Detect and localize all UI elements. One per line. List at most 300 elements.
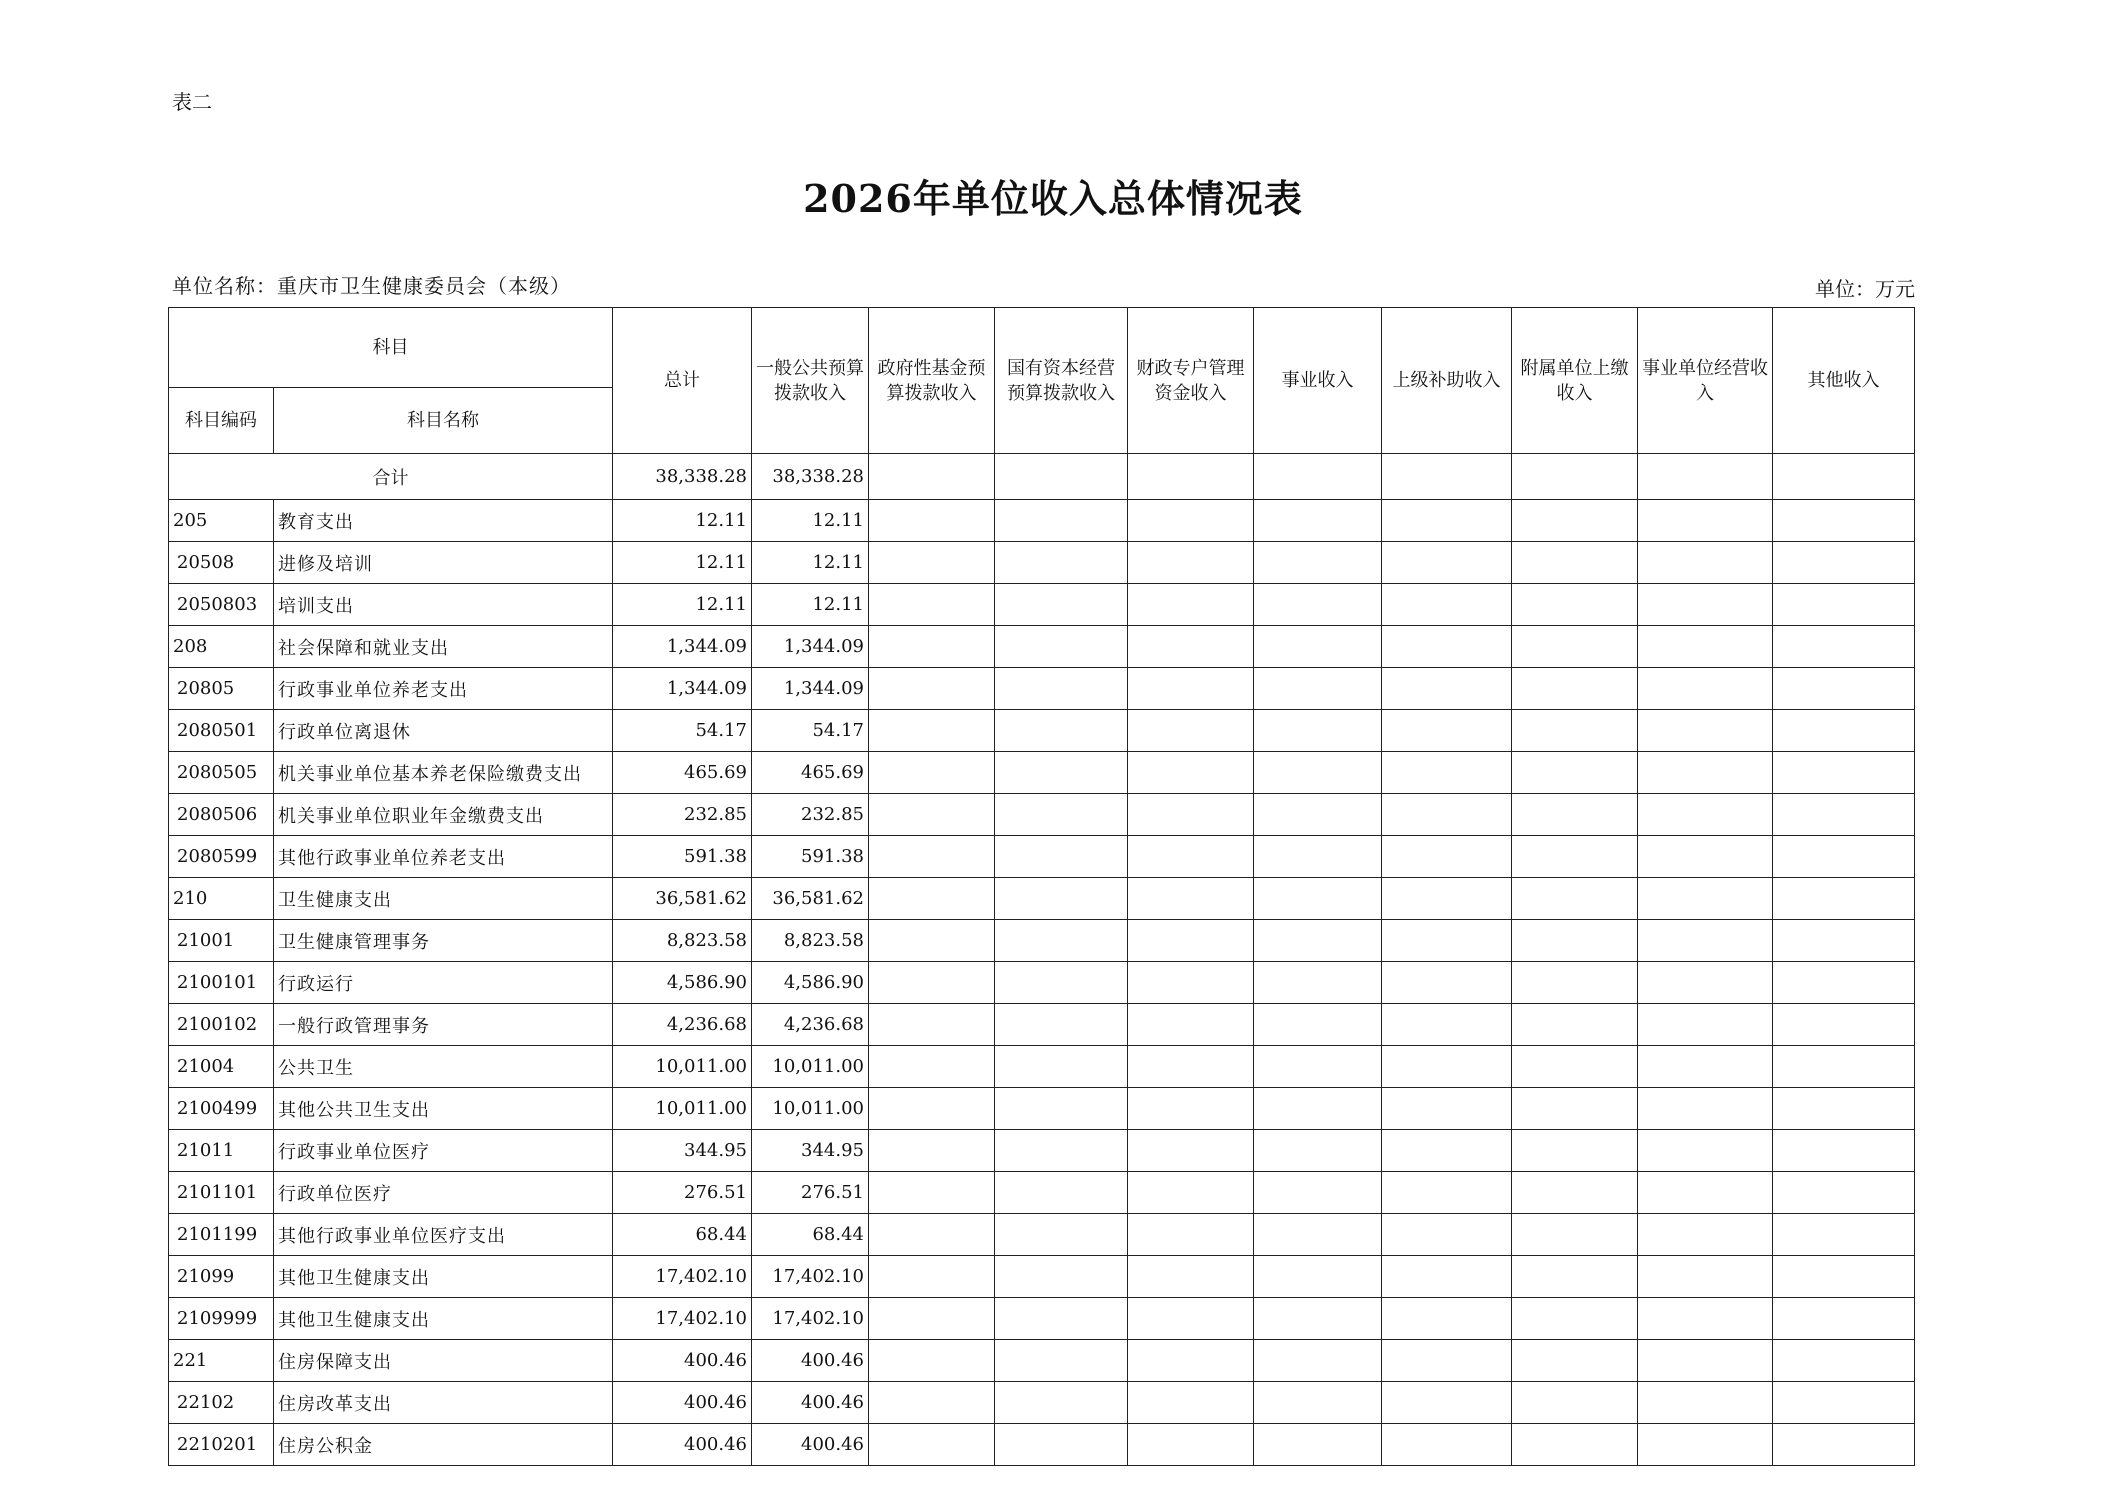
subject-code: 21001	[169, 920, 274, 962]
total-value	[1512, 454, 1638, 500]
amount-cell	[1128, 1298, 1254, 1340]
amount-cell	[1128, 1088, 1254, 1130]
amount-cell	[1128, 1382, 1254, 1424]
amount-cell	[1254, 878, 1382, 920]
subject-code: 20805	[169, 668, 274, 710]
amount-cell	[1773, 1382, 1915, 1424]
subject-code: 22102	[169, 1382, 274, 1424]
subject-code: 2100101	[169, 962, 274, 1004]
amount-cell	[1254, 1340, 1382, 1382]
amount-cell	[1254, 1004, 1382, 1046]
amount-cell: 400.46	[752, 1340, 869, 1382]
subject-name: 教育支出	[274, 500, 613, 542]
amount-cell	[1512, 1130, 1638, 1172]
amount-cell	[869, 1256, 995, 1298]
amount-cell	[1512, 1340, 1638, 1382]
amount-cell: 400.46	[613, 1424, 752, 1466]
amount-cell	[1512, 1088, 1638, 1130]
amount-cell	[1773, 1340, 1915, 1382]
amount-cell: 36,581.62	[613, 878, 752, 920]
amount-cell: 465.69	[613, 752, 752, 794]
header-name: 科目名称	[274, 388, 613, 454]
amount-cell	[1382, 1088, 1512, 1130]
amount-cell	[1512, 626, 1638, 668]
amount-cell	[1638, 1340, 1773, 1382]
amount-cell	[1638, 1214, 1773, 1256]
total-row	[169, 454, 1915, 500]
amount-cell	[1638, 752, 1773, 794]
amount-cell	[1128, 1256, 1254, 1298]
amount-cell: 4,586.90	[613, 962, 752, 1004]
amount-cell: 54.17	[613, 710, 752, 752]
amount-cell: 344.95	[752, 1130, 869, 1172]
table-row	[169, 1214, 1915, 1256]
subject-code: 21099	[169, 1256, 274, 1298]
amount-cell	[1638, 500, 1773, 542]
amount-cell	[1382, 920, 1512, 962]
amount-cell: 4,236.68	[752, 1004, 869, 1046]
amount-cell	[1254, 1172, 1382, 1214]
amount-cell	[1382, 1256, 1512, 1298]
header-affiliated-remit: 附属单位上缴收入	[1512, 308, 1638, 454]
subject-code: 20508	[169, 542, 274, 584]
amount-cell	[1128, 1172, 1254, 1214]
amount-cell	[869, 1214, 995, 1256]
amount-cell	[995, 584, 1128, 626]
amount-cell: 17,402.10	[613, 1298, 752, 1340]
amount-cell	[1128, 584, 1254, 626]
amount-cell	[995, 542, 1128, 584]
amount-cell	[995, 1424, 1128, 1466]
amount-cell	[1773, 1046, 1915, 1088]
amount-cell	[1512, 542, 1638, 584]
header-fiscal-special: 财政专户管理资金收入	[1128, 308, 1254, 454]
amount-cell	[1773, 626, 1915, 668]
amount-cell: 591.38	[752, 836, 869, 878]
amount-cell: 591.38	[613, 836, 752, 878]
subject-code: 21004	[169, 1046, 274, 1088]
amount-cell	[1382, 1172, 1512, 1214]
amount-cell	[869, 1340, 995, 1382]
amount-cell	[1254, 1382, 1382, 1424]
amount-cell	[1254, 836, 1382, 878]
amount-cell: 232.85	[752, 794, 869, 836]
amount-cell	[1382, 710, 1512, 752]
amount-cell: 232.85	[613, 794, 752, 836]
subject-code: 2101101	[169, 1172, 274, 1214]
amount-cell	[1254, 1046, 1382, 1088]
amount-cell	[1382, 1340, 1512, 1382]
amount-cell	[1254, 500, 1382, 542]
total-value: 38,338.28	[613, 454, 752, 500]
amount-cell	[1382, 542, 1512, 584]
amount-cell	[1128, 1004, 1254, 1046]
amount-cell	[1773, 1004, 1915, 1046]
table-row	[169, 1004, 1915, 1046]
amount-cell	[869, 920, 995, 962]
header-gov-fund: 政府性基金预算拨款收入	[869, 308, 995, 454]
amount-cell	[869, 836, 995, 878]
amount-cell	[1254, 542, 1382, 584]
amount-cell	[1128, 668, 1254, 710]
table-row	[169, 584, 1915, 626]
amount-cell	[1638, 1256, 1773, 1298]
amount-cell	[995, 962, 1128, 1004]
amount-cell	[1128, 1340, 1254, 1382]
amount-cell	[1382, 962, 1512, 1004]
total-value	[1254, 454, 1382, 500]
amount-cell	[869, 1088, 995, 1130]
amount-cell	[995, 1298, 1128, 1340]
amount-cell	[1254, 1214, 1382, 1256]
amount-cell	[1773, 1088, 1915, 1130]
amount-cell	[1382, 878, 1512, 920]
amount-cell	[1773, 668, 1915, 710]
amount-cell: 4,586.90	[752, 962, 869, 1004]
table-row	[169, 1130, 1915, 1172]
amount-cell	[1512, 1298, 1638, 1340]
subject-name: 一般行政管理事务	[274, 1004, 613, 1046]
amount-cell	[1128, 1046, 1254, 1088]
amount-cell	[1512, 794, 1638, 836]
amount-cell	[1512, 1004, 1638, 1046]
amount-cell	[1773, 1214, 1915, 1256]
amount-cell: 10,011.00	[613, 1046, 752, 1088]
total-value	[1773, 454, 1915, 500]
table-row	[169, 668, 1915, 710]
amount-cell: 12.11	[752, 500, 869, 542]
amount-cell	[1638, 1046, 1773, 1088]
subject-code: 208	[169, 626, 274, 668]
amount-cell	[1638, 836, 1773, 878]
amount-cell	[1512, 710, 1638, 752]
amount-cell	[869, 1424, 995, 1466]
amount-cell	[869, 626, 995, 668]
amount-cell	[995, 1382, 1128, 1424]
table-row	[169, 710, 1915, 752]
amount-cell: 10,011.00	[752, 1088, 869, 1130]
amount-cell	[995, 710, 1128, 752]
total-value	[869, 454, 995, 500]
amount-cell	[1773, 1298, 1915, 1340]
subject-name: 机关事业单位职业年金缴费支出	[274, 794, 613, 836]
amount-cell	[1773, 752, 1915, 794]
amount-cell: 400.46	[613, 1340, 752, 1382]
table-body	[169, 454, 1915, 1466]
amount-cell	[1254, 1088, 1382, 1130]
subject-code: 221	[169, 1340, 274, 1382]
amount-cell	[1382, 836, 1512, 878]
amount-cell: 12.11	[613, 542, 752, 584]
amount-cell	[1254, 1256, 1382, 1298]
amount-cell	[869, 1046, 995, 1088]
amount-cell	[1382, 1046, 1512, 1088]
table-row	[169, 1172, 1915, 1214]
amount-cell: 68.44	[752, 1214, 869, 1256]
amount-cell	[869, 710, 995, 752]
amount-cell	[995, 1340, 1128, 1382]
amount-cell	[1254, 1130, 1382, 1172]
table-row	[169, 752, 1915, 794]
subject-name: 进修及培训	[274, 542, 613, 584]
subject-name: 行政单位离退休	[274, 710, 613, 752]
amount-cell	[1512, 1172, 1638, 1214]
amount-cell	[1773, 1256, 1915, 1298]
amount-cell	[1638, 1088, 1773, 1130]
table-row	[169, 1298, 1915, 1340]
amount-cell	[1638, 1424, 1773, 1466]
amount-cell	[869, 542, 995, 584]
subject-code: 2101199	[169, 1214, 274, 1256]
subject-name: 行政运行	[274, 962, 613, 1004]
amount-cell	[1382, 626, 1512, 668]
amount-cell	[1512, 1382, 1638, 1424]
amount-cell	[1382, 1130, 1512, 1172]
amount-cell	[1254, 584, 1382, 626]
subject-name: 其他卫生健康支出	[274, 1256, 613, 1298]
amount-cell	[1512, 962, 1638, 1004]
amount-cell	[1128, 1424, 1254, 1466]
subject-code: 2080506	[169, 794, 274, 836]
amount-cell	[995, 920, 1128, 962]
subject-code: 2080501	[169, 710, 274, 752]
subject-code: 205	[169, 500, 274, 542]
header-state-capital: 国有资本经营预算拨款收入	[995, 308, 1128, 454]
amount-cell: 12.11	[613, 500, 752, 542]
table-row	[169, 626, 1915, 668]
amount-cell	[995, 752, 1128, 794]
amount-cell: 8,823.58	[613, 920, 752, 962]
subject-name: 其他公共卫生支出	[274, 1088, 613, 1130]
amount-cell	[995, 1130, 1128, 1172]
subject-name: 卫生健康管理事务	[274, 920, 613, 962]
amount-cell	[1638, 668, 1773, 710]
header-total: 总计	[613, 308, 752, 454]
table-row	[169, 878, 1915, 920]
amount-cell	[1382, 1382, 1512, 1424]
amount-cell: 465.69	[752, 752, 869, 794]
amount-cell	[1382, 584, 1512, 626]
amount-cell	[1512, 878, 1638, 920]
amount-cell	[869, 1004, 995, 1046]
table-row	[169, 1256, 1915, 1298]
amount-cell: 4,236.68	[613, 1004, 752, 1046]
amount-cell	[995, 1046, 1128, 1088]
amount-cell	[1773, 1172, 1915, 1214]
amount-cell	[1254, 1298, 1382, 1340]
amount-cell	[1128, 794, 1254, 836]
amount-cell	[1128, 752, 1254, 794]
subject-code: 2109999	[169, 1298, 274, 1340]
amount-cell: 400.46	[752, 1424, 869, 1466]
total-value	[1128, 454, 1254, 500]
amount-cell	[1773, 710, 1915, 752]
amount-cell	[1382, 668, 1512, 710]
amount-cell	[1773, 836, 1915, 878]
total-value	[1382, 454, 1512, 500]
amount-cell: 276.51	[752, 1172, 869, 1214]
amount-cell: 276.51	[613, 1172, 752, 1214]
table-row	[169, 962, 1915, 1004]
amount-cell	[1773, 962, 1915, 1004]
subject-code: 2210201	[169, 1424, 274, 1466]
amount-cell	[1638, 878, 1773, 920]
amount-cell	[869, 1172, 995, 1214]
amount-cell	[1254, 626, 1382, 668]
header-superior-subsidy: 上级补助收入	[1382, 308, 1512, 454]
subject-name: 机关事业单位基本养老保险缴费支出	[274, 752, 613, 794]
amount-cell	[1382, 1424, 1512, 1466]
amount-cell: 10,011.00	[752, 1046, 869, 1088]
amount-cell	[1773, 1424, 1915, 1466]
amount-cell	[995, 626, 1128, 668]
amount-cell	[1512, 920, 1638, 962]
amount-cell	[869, 1382, 995, 1424]
amount-cell	[869, 584, 995, 626]
table-row	[169, 1046, 1915, 1088]
amount-cell: 17,402.10	[613, 1256, 752, 1298]
amount-cell	[1512, 752, 1638, 794]
amount-cell	[1773, 794, 1915, 836]
amount-cell	[1512, 500, 1638, 542]
subject-code: 210	[169, 878, 274, 920]
income-table	[168, 307, 1915, 1466]
amount-cell	[1638, 710, 1773, 752]
amount-cell	[1638, 542, 1773, 584]
amount-cell	[995, 794, 1128, 836]
table-row	[169, 542, 1915, 584]
page-title: 2026年单位收入总体情况表	[803, 176, 1303, 221]
amount-cell: 12.11	[613, 584, 752, 626]
amount-cell	[869, 668, 995, 710]
amount-cell	[1512, 1214, 1638, 1256]
subject-name: 其他卫生健康支出	[274, 1298, 613, 1340]
amount-cell	[1128, 920, 1254, 962]
unit-label: 单位：万元	[1815, 277, 1915, 301]
amount-cell	[1638, 584, 1773, 626]
amount-cell	[869, 878, 995, 920]
amount-cell	[995, 878, 1128, 920]
amount-cell: 1,344.09	[613, 626, 752, 668]
amount-cell	[1128, 1130, 1254, 1172]
amount-cell	[1382, 1298, 1512, 1340]
subject-code: 2080599	[169, 836, 274, 878]
amount-cell	[1773, 584, 1915, 626]
subject-name: 卫生健康支出	[274, 878, 613, 920]
amount-cell	[1128, 878, 1254, 920]
header-other-income: 其他收入	[1773, 308, 1915, 454]
amount-cell	[1773, 920, 1915, 962]
amount-cell	[995, 836, 1128, 878]
amount-cell: 12.11	[752, 542, 869, 584]
amount-cell	[995, 668, 1128, 710]
amount-cell	[1638, 1382, 1773, 1424]
subject-code: 2100102	[169, 1004, 274, 1046]
amount-cell	[1638, 920, 1773, 962]
amount-cell: 36,581.62	[752, 878, 869, 920]
amount-cell	[1128, 626, 1254, 668]
subject-name: 其他行政事业单位医疗支出	[274, 1214, 613, 1256]
amount-cell	[1128, 542, 1254, 584]
total-value	[995, 454, 1128, 500]
amount-cell	[995, 1172, 1128, 1214]
table-row	[169, 1382, 1915, 1424]
amount-cell: 10,011.00	[613, 1088, 752, 1130]
amount-cell	[1128, 710, 1254, 752]
subject-code: 2050803	[169, 584, 274, 626]
header-business-income: 事业收入	[1254, 308, 1382, 454]
subject-name: 住房保障支出	[274, 1340, 613, 1382]
amount-cell	[1128, 1214, 1254, 1256]
amount-cell	[1512, 668, 1638, 710]
amount-cell	[1254, 710, 1382, 752]
total-value	[1638, 454, 1773, 500]
subject-name: 公共卫生	[274, 1046, 613, 1088]
amount-cell	[1638, 626, 1773, 668]
amount-cell	[1512, 1046, 1638, 1088]
amount-cell: 68.44	[613, 1214, 752, 1256]
amount-cell	[1512, 1424, 1638, 1466]
table-row	[169, 1424, 1915, 1466]
total-label: 合计	[169, 454, 613, 500]
amount-cell: 12.11	[752, 584, 869, 626]
amount-cell	[1638, 962, 1773, 1004]
table-row	[169, 836, 1915, 878]
subject-name: 行政单位医疗	[274, 1172, 613, 1214]
amount-cell	[869, 752, 995, 794]
amount-cell	[1382, 500, 1512, 542]
amount-cell	[1512, 836, 1638, 878]
amount-cell	[869, 1130, 995, 1172]
amount-cell	[1382, 1004, 1512, 1046]
amount-cell	[869, 794, 995, 836]
amount-cell	[1512, 584, 1638, 626]
amount-cell: 8,823.58	[752, 920, 869, 962]
amount-cell	[1638, 1004, 1773, 1046]
header-row-1	[169, 308, 1915, 388]
amount-cell	[1382, 752, 1512, 794]
subject-name: 住房改革支出	[274, 1382, 613, 1424]
amount-cell: 400.46	[752, 1382, 869, 1424]
amount-cell: 400.46	[613, 1382, 752, 1424]
amount-cell	[1254, 668, 1382, 710]
amount-cell	[1128, 500, 1254, 542]
amount-cell: 1,344.09	[613, 668, 752, 710]
subject-name: 住房公积金	[274, 1424, 613, 1466]
header-general-budget: 一般公共预算拨款收入	[752, 308, 869, 454]
amount-cell	[1773, 542, 1915, 584]
amount-cell	[995, 1214, 1128, 1256]
amount-cell	[1382, 1214, 1512, 1256]
subject-code: 21011	[169, 1130, 274, 1172]
unit-name: 单位名称：重庆市卫生健康委员会（本级）	[172, 274, 571, 298]
amount-cell	[869, 1298, 995, 1340]
amount-cell: 54.17	[752, 710, 869, 752]
subject-code: 2100499	[169, 1088, 274, 1130]
table-row	[169, 794, 1915, 836]
amount-cell	[1512, 1256, 1638, 1298]
amount-cell	[1773, 500, 1915, 542]
subject-code: 2080505	[169, 752, 274, 794]
amount-cell	[1254, 962, 1382, 1004]
table-row	[169, 1340, 1915, 1382]
amount-cell: 344.95	[613, 1130, 752, 1172]
amount-cell	[1638, 1298, 1773, 1340]
amount-cell	[1254, 752, 1382, 794]
amount-cell: 17,402.10	[752, 1298, 869, 1340]
amount-cell	[869, 500, 995, 542]
amount-cell	[995, 1088, 1128, 1130]
